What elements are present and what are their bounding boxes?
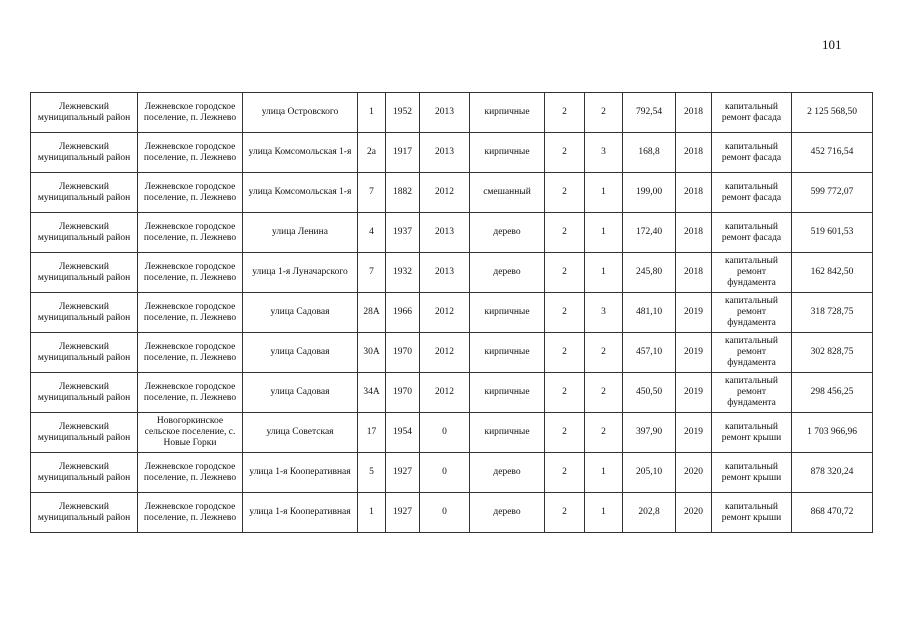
cell-floors: 2 — [545, 253, 585, 293]
table-row — [31, 413, 873, 453]
cell-year: 2019 — [676, 373, 712, 413]
cell-privatized: 2012 — [420, 293, 470, 333]
cell-year: 2018 — [676, 213, 712, 253]
cell-street: улица Ленина — [243, 213, 358, 253]
cell-area: 450,50 — [623, 373, 676, 413]
cell-settlement: Лежневское городское поселение, п. Лежнево — [138, 213, 243, 253]
cell-district: Лежневский муниципальный район — [31, 413, 138, 453]
cell-year: 2018 — [676, 93, 712, 133]
table-row — [31, 253, 873, 293]
cell-floors: 2 — [545, 293, 585, 333]
table-row — [31, 373, 873, 413]
table-row — [31, 493, 873, 533]
cell-house: 17 — [358, 413, 386, 453]
cell-entrances: 3 — [585, 133, 623, 173]
cell-work: капитальный ремонт фасада — [712, 133, 792, 173]
cell-cost: 868 470,72 — [792, 493, 873, 533]
cell-privatized: 2013 — [420, 133, 470, 173]
cell-walls: дерево — [470, 213, 545, 253]
cell-settlement: Новогоркинское сельское поселение, с. Новые Горки — [138, 413, 243, 453]
cell-entrances: 1 — [585, 453, 623, 493]
cell-area: 245,80 — [623, 253, 676, 293]
cell-walls: смешанный — [470, 173, 545, 213]
cell-street: улица Садовая — [243, 293, 358, 333]
cell-walls: кирпичные — [470, 333, 545, 373]
cell-settlement: Лежневское городское поселение, п. Лежнево — [138, 493, 243, 533]
cell-area: 168,8 — [623, 133, 676, 173]
cell-street: улица Комсомольская 1-я — [243, 133, 358, 173]
cell-cost: 519 601,53 — [792, 213, 873, 253]
cell-floors: 2 — [545, 413, 585, 453]
cell-district: Лежневский муниципальный район — [31, 493, 138, 533]
cell-settlement: Лежневское городское поселение, п. Лежнево — [138, 133, 243, 173]
cell-house: 28А — [358, 293, 386, 333]
page-number: 101 — [822, 37, 842, 52]
cell-district: Лежневский муниципальный район — [31, 453, 138, 493]
cell-built: 1917 — [386, 133, 420, 173]
cell-built: 1882 — [386, 173, 420, 213]
cell-floors: 2 — [545, 133, 585, 173]
cell-privatized: 2013 — [420, 93, 470, 133]
cell-cost: 298 456,25 — [792, 373, 873, 413]
cell-privatized: 2012 — [420, 173, 470, 213]
cell-house: 1 — [358, 493, 386, 533]
table-row — [31, 333, 873, 373]
cell-street: улица Садовая — [243, 373, 358, 413]
cell-house: 2а — [358, 133, 386, 173]
cell-year: 2018 — [676, 173, 712, 213]
cell-entrances: 3 — [585, 293, 623, 333]
cell-entrances: 2 — [585, 373, 623, 413]
cell-privatized: 0 — [420, 453, 470, 493]
cell-district: Лежневский муниципальный район — [31, 133, 138, 173]
cell-district: Лежневский муниципальный район — [31, 93, 138, 133]
cell-privatized: 2012 — [420, 333, 470, 373]
cell-house: 7 — [358, 253, 386, 293]
cell-area: 205,10 — [623, 453, 676, 493]
cell-privatized: 2012 — [420, 373, 470, 413]
cell-privatized: 2013 — [420, 253, 470, 293]
cell-entrances: 1 — [585, 213, 623, 253]
cell-work: капитальный ремонт крыши — [712, 453, 792, 493]
cell-built: 1952 — [386, 93, 420, 133]
cell-work: капитальный ремонт фундамента — [712, 373, 792, 413]
cell-settlement: Лежневское городское поселение, п. Лежнево — [138, 293, 243, 333]
cell-walls: дерево — [470, 453, 545, 493]
cell-year: 2019 — [676, 413, 712, 453]
cell-entrances: 1 — [585, 493, 623, 533]
cell-entrances: 2 — [585, 413, 623, 453]
cell-settlement: Лежневское городское поселение, п. Лежнево — [138, 453, 243, 493]
table-body — [31, 93, 873, 533]
cell-floors: 2 — [545, 213, 585, 253]
cell-district: Лежневский муниципальный район — [31, 333, 138, 373]
cell-privatized: 2013 — [420, 213, 470, 253]
cell-street: улица Садовая — [243, 333, 358, 373]
cell-house: 34А — [358, 373, 386, 413]
cell-work: капитальный ремонт фундамента — [712, 293, 792, 333]
cell-settlement: Лежневское городское поселение, п. Лежнево — [138, 253, 243, 293]
cell-work: капитальный ремонт крыши — [712, 493, 792, 533]
cell-year: 2019 — [676, 333, 712, 373]
cell-work: капитальный ремонт крыши — [712, 413, 792, 453]
cell-work: капитальный ремонт фундамента — [712, 333, 792, 373]
cell-year: 2020 — [676, 493, 712, 533]
cell-district: Лежневский муниципальный район — [31, 293, 138, 333]
cell-walls: кирпичные — [470, 293, 545, 333]
cell-district: Лежневский муниципальный район — [31, 173, 138, 213]
cell-floors: 2 — [545, 493, 585, 533]
cell-floors: 2 — [545, 373, 585, 413]
cell-street: улица Советская — [243, 413, 358, 453]
cell-entrances: 2 — [585, 333, 623, 373]
cell-built: 1927 — [386, 453, 420, 493]
cell-walls: дерево — [470, 493, 545, 533]
cell-settlement: Лежневское городское поселение, п. Лежнево — [138, 373, 243, 413]
table-row — [31, 93, 873, 133]
cell-area: 457,10 — [623, 333, 676, 373]
cell-year: 2018 — [676, 133, 712, 173]
cell-district: Лежневский муниципальный район — [31, 213, 138, 253]
cell-settlement: Лежневское городское поселение, п. Лежнево — [138, 93, 243, 133]
cell-street: улица 1-я Луначарского — [243, 253, 358, 293]
cell-cost: 302 828,75 — [792, 333, 873, 373]
cell-street: улица Комсомольская 1-я — [243, 173, 358, 213]
cell-year: 2020 — [676, 453, 712, 493]
cell-cost: 1 703 966,96 — [792, 413, 873, 453]
cell-built: 1937 — [386, 213, 420, 253]
cell-cost: 162 842,50 — [792, 253, 873, 293]
cell-street: улица Островского — [243, 93, 358, 133]
cell-floors: 2 — [545, 93, 585, 133]
cell-cost: 2 125 568,50 — [792, 93, 873, 133]
cell-walls: кирпичные — [470, 413, 545, 453]
cell-street: улица 1-я Кооперативная — [243, 493, 358, 533]
cell-year: 2019 — [676, 293, 712, 333]
cell-area: 481,10 — [623, 293, 676, 333]
cell-privatized: 0 — [420, 493, 470, 533]
table-row — [31, 173, 873, 213]
cell-walls: дерево — [470, 253, 545, 293]
cell-district: Лежневский муниципальный район — [31, 253, 138, 293]
cell-built: 1927 — [386, 493, 420, 533]
cell-work: капитальный ремонт фасада — [712, 213, 792, 253]
cell-work: капитальный ремонт фасада — [712, 93, 792, 133]
table-row — [31, 293, 873, 333]
cell-walls: кирпичные — [470, 373, 545, 413]
cell-walls: кирпичные — [470, 133, 545, 173]
cell-area: 199,00 — [623, 173, 676, 213]
cell-area: 397,90 — [623, 413, 676, 453]
cell-street: улица 1-я Кооперативная — [243, 453, 358, 493]
cell-entrances: 1 — [585, 253, 623, 293]
cell-district: Лежневский муниципальный район — [31, 373, 138, 413]
cell-entrances: 1 — [585, 173, 623, 213]
cell-settlement: Лежневское городское поселение, п. Лежнево — [138, 173, 243, 213]
table-row — [31, 213, 873, 253]
cell-entrances: 2 — [585, 93, 623, 133]
cell-work: капитальный ремонт фундамента — [712, 253, 792, 293]
cell-floors: 2 — [545, 173, 585, 213]
table-row — [31, 453, 873, 493]
cell-built: 1970 — [386, 373, 420, 413]
cell-built: 1932 — [386, 253, 420, 293]
cell-area: 172,40 — [623, 213, 676, 253]
table-row — [31, 133, 873, 173]
cell-built: 1954 — [386, 413, 420, 453]
cell-area: 202,8 — [623, 493, 676, 533]
cell-floors: 2 — [545, 453, 585, 493]
cell-year: 2018 — [676, 253, 712, 293]
cell-house: 5 — [358, 453, 386, 493]
cell-floors: 2 — [545, 333, 585, 373]
cell-built: 1966 — [386, 293, 420, 333]
cell-area: 792,54 — [623, 93, 676, 133]
cell-cost: 452 716,54 — [792, 133, 873, 173]
cell-privatized: 0 — [420, 413, 470, 453]
cell-built: 1970 — [386, 333, 420, 373]
housing-repair-table — [30, 92, 873, 533]
cell-cost: 878 320,24 — [792, 453, 873, 493]
cell-cost: 599 772,07 — [792, 173, 873, 213]
cell-work: капитальный ремонт фасада — [712, 173, 792, 213]
cell-settlement: Лежневское городское поселение, п. Лежнево — [138, 333, 243, 373]
cell-house: 4 — [358, 213, 386, 253]
cell-house: 7 — [358, 173, 386, 213]
cell-house: 30А — [358, 333, 386, 373]
cell-cost: 318 728,75 — [792, 293, 873, 333]
cell-walls: кирпичные — [470, 93, 545, 133]
cell-house: 1 — [358, 93, 386, 133]
